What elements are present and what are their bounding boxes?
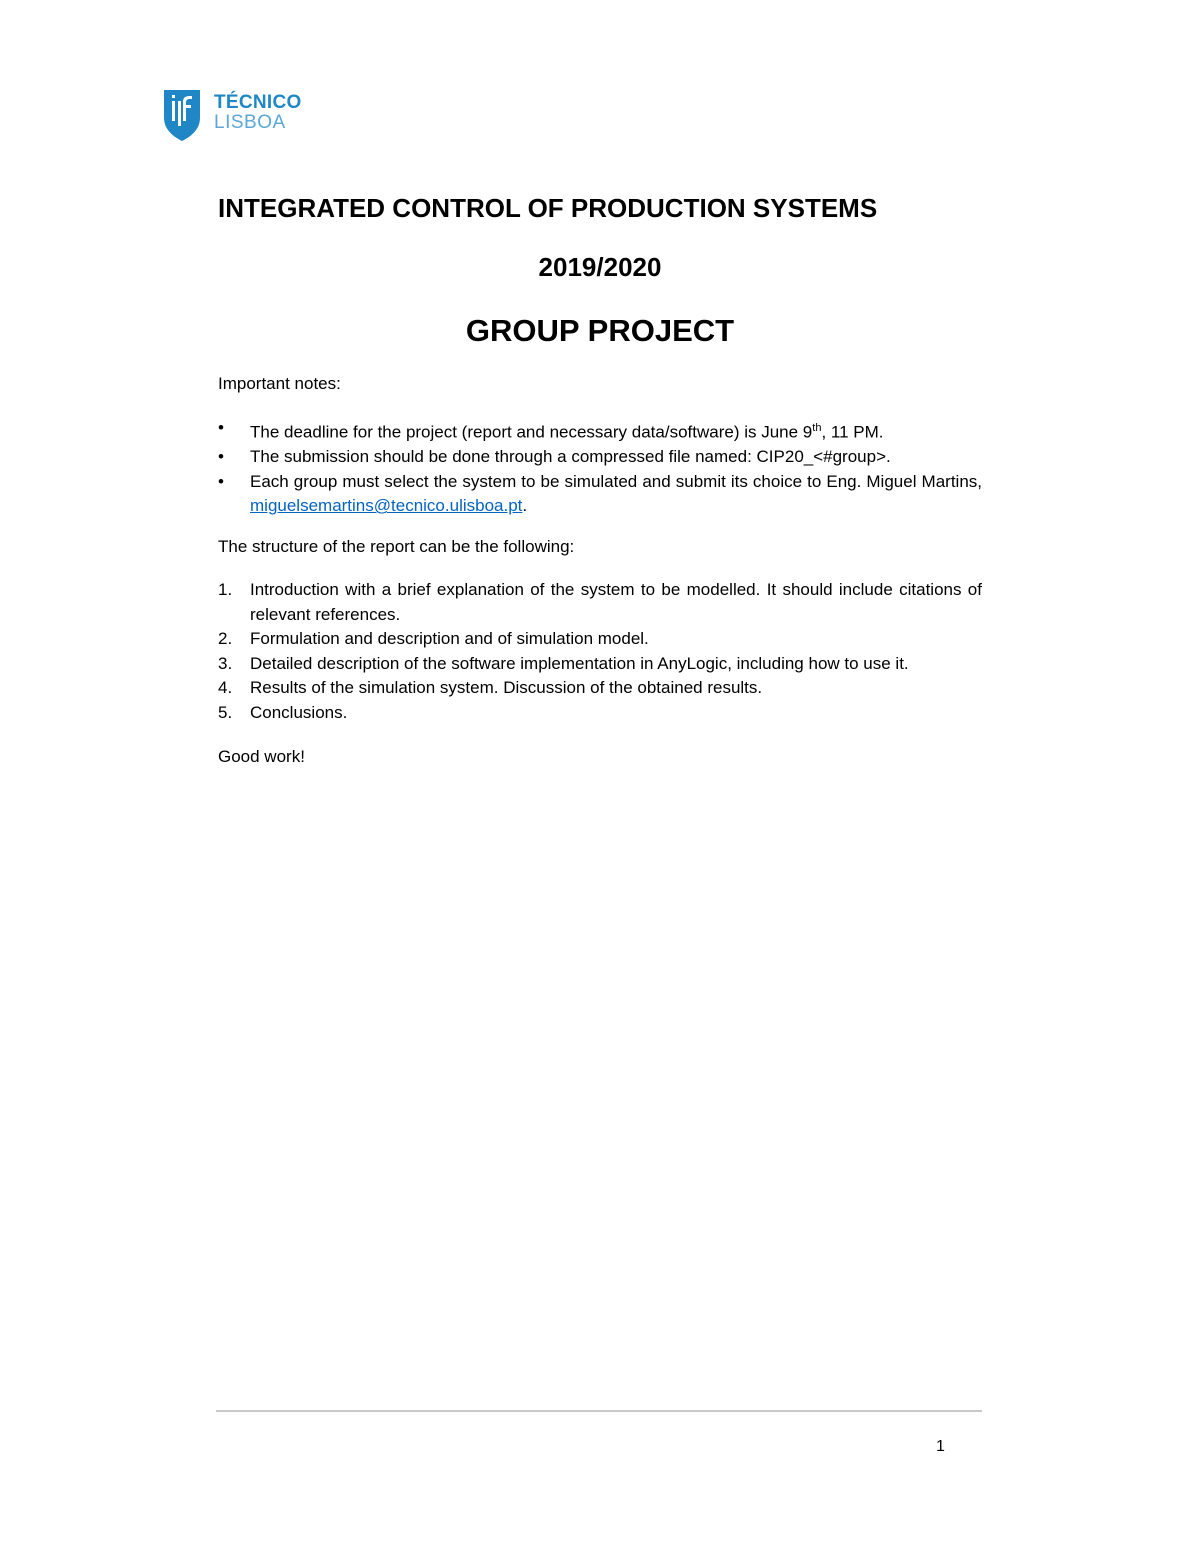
selection-suffix: . — [522, 496, 528, 516]
bullet-icon: • — [218, 471, 224, 491]
logo-line-lisboa: LISBOA — [214, 112, 286, 133]
list-item-text: Introduction with a brief explanation of the system to be modelled. It should include citations of relevant references. — [250, 580, 982, 624]
list-item — [218, 701, 982, 726]
closing-text: Good work! — [218, 747, 305, 766]
list-number: 3. — [218, 653, 233, 673]
list-number: 5. — [218, 702, 233, 722]
page-number: 1 — [936, 1438, 945, 1455]
deadline-superscript: th — [812, 422, 822, 434]
notes-list — [218, 416, 982, 519]
structure-list — [218, 578, 982, 725]
list-item-text: Detailed description of the software implementation in AnyLogic, including how to use it. — [250, 653, 909, 673]
course-title: INTEGRATED CONTROL OF PRODUCTION SYSTEMS — [218, 193, 878, 223]
selection-text: Each group must select the system to be simulated and submit its choice to Eng. Miguel Martins, — [250, 471, 982, 491]
deadline-suffix: , 11 PM. — [821, 422, 884, 442]
document-heading: GROUP PROJECT — [465, 313, 735, 348]
ist-shield-logo-icon — [163, 88, 207, 142]
tecnico-lisboa-logo — [163, 88, 303, 144]
list-item — [218, 445, 982, 470]
list-number: 2. — [218, 629, 233, 648]
list-item — [218, 416, 982, 445]
bullet-icon: • — [218, 418, 224, 437]
logo-line-tecnico: TÉCNICO — [214, 92, 302, 113]
list-item — [218, 676, 982, 701]
list-item — [218, 627, 982, 652]
deadline-text: The deadline for the project (report and necessary data/software) is June 9 — [250, 422, 813, 442]
structure-label: The structure of the report can be the following: — [218, 537, 575, 556]
email-link[interactable]: miguelsemartins@tecnico.ulisboa.pt — [250, 496, 523, 516]
list-item — [218, 470, 982, 519]
list-item-text: Formulation and description and of simulation model. — [250, 629, 649, 648]
list-number: 1. — [218, 580, 233, 599]
important-notes-label: Important notes: — [218, 374, 341, 393]
list-item-text: Conclusions. — [250, 702, 348, 722]
academic-year: 2019/2020 — [538, 252, 662, 282]
bullet-icon: • — [218, 447, 224, 467]
list-number: 4. — [218, 678, 233, 697]
list-item-text: Results of the simulation system. Discussion of the obtained results. — [250, 678, 763, 697]
list-item — [218, 578, 982, 627]
submission-text: The submission should be done through a compressed file named: CIP20_<#group>. — [250, 447, 891, 467]
list-item — [218, 652, 982, 677]
footer-divider — [216, 1410, 982, 1412]
